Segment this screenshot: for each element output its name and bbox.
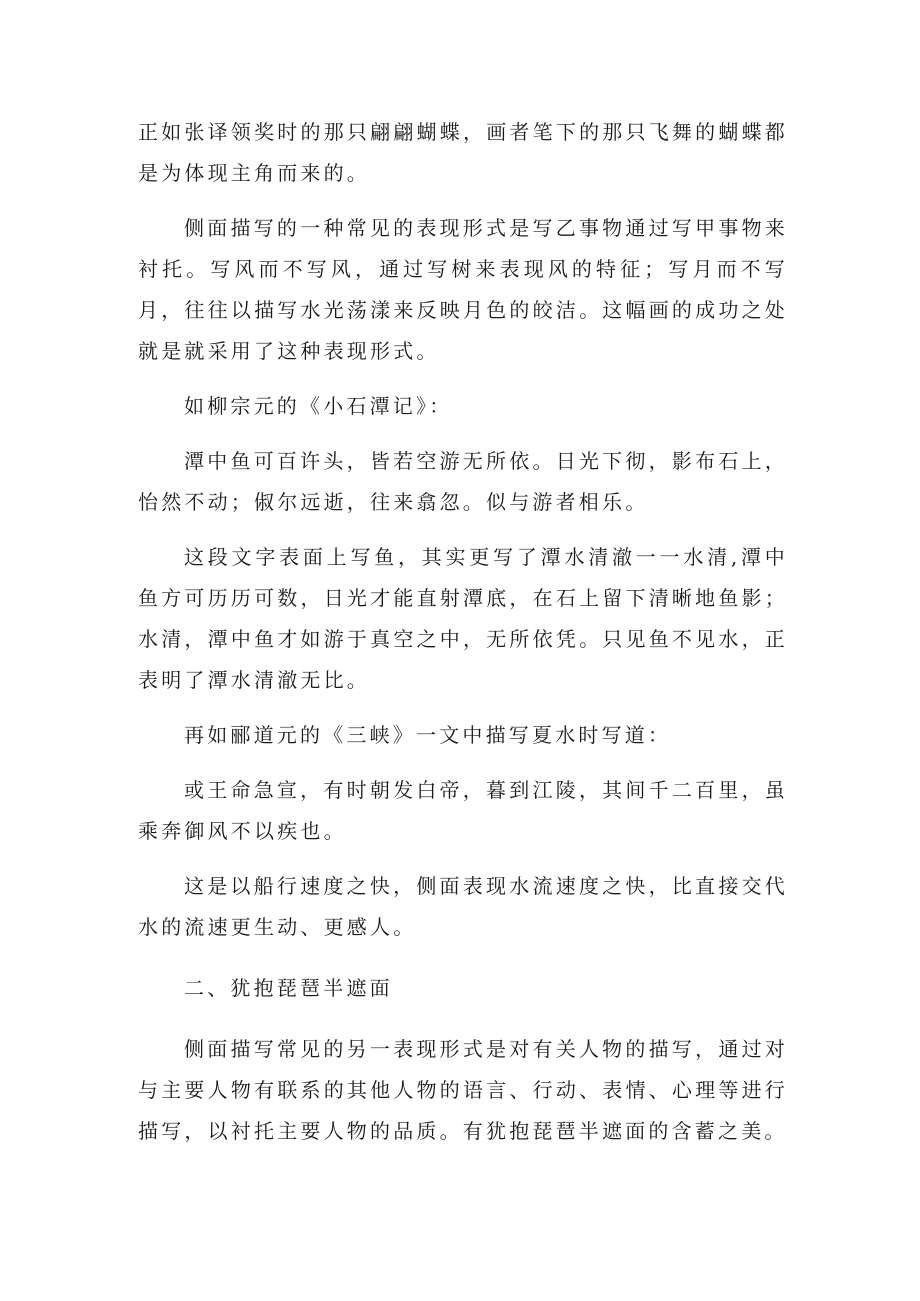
document-body xyxy=(138,112,788,1152)
paragraph-sanxia-intro: 再如郦道元的《三峡》一文中描写夏水时写道： xyxy=(184,723,672,747)
paragraph-quote-sanxia: 或王命急宣，有时朝发白帝，暮到江陵，其间千二百里，虽乘奔御风不以疾也。 xyxy=(138,778,788,843)
paragraph-xiaoshitan-analysis: 这段文字表面上写鱼，其实更写了潭水清澈一一水清,潭中鱼方可历历可数，日光才能直射潭底，在石上留下清晰地鱼影；水清，潭中鱼才如游于真空之中，无所依凭。只见鱼不见水，正表明了潭水清澈无比。 xyxy=(138,545,788,692)
section-heading: 二、犹抱琵琶半遮面 xyxy=(184,976,393,1000)
paragraph-quote-xiaoshitan: 潭中鱼可百许头，皆若空游无所依。日光下彻，影布石上，怡然不动；俶尔远逝，往来翕忽。似与游者相乐。 xyxy=(138,449,788,514)
paragraph-related-characters: 侧面描写常见的另一表现形式是对有关人物的描写，通过对与主要人物有联系的其他人物的语言、行动、表情、心理等进行描写，以衬托主要人物的品质。有犹抱琵琶半遮面的含蓄之美。 xyxy=(138,1037,788,1143)
paragraph-liu-zongyuan-intro: 如柳宗元的《小石潭记》： xyxy=(184,394,453,418)
paragraph-side-description-form: 侧面描写的一种常见的表现形式是写乙事物通过写甲事物来衬托。写风而不写风，通过写树来表现风的特征；写月而不写月，往往以描写水光荡漾来反映月色的皎洁。这幅画的成功之处就是就采用了这种表现形式。 xyxy=(138,216,788,363)
paragraph-sanxia-analysis: 这是以船行速度之快，侧面表现水流速度之快，比直接交代水的流速更生动、更感人。 xyxy=(138,874,788,939)
paragraph-continuation: 正如张译领奖时的那只翩翩蝴蝶，画者笔下的那只飞舞的蝴蝶都是为体现主角而来的。 xyxy=(138,120,788,185)
